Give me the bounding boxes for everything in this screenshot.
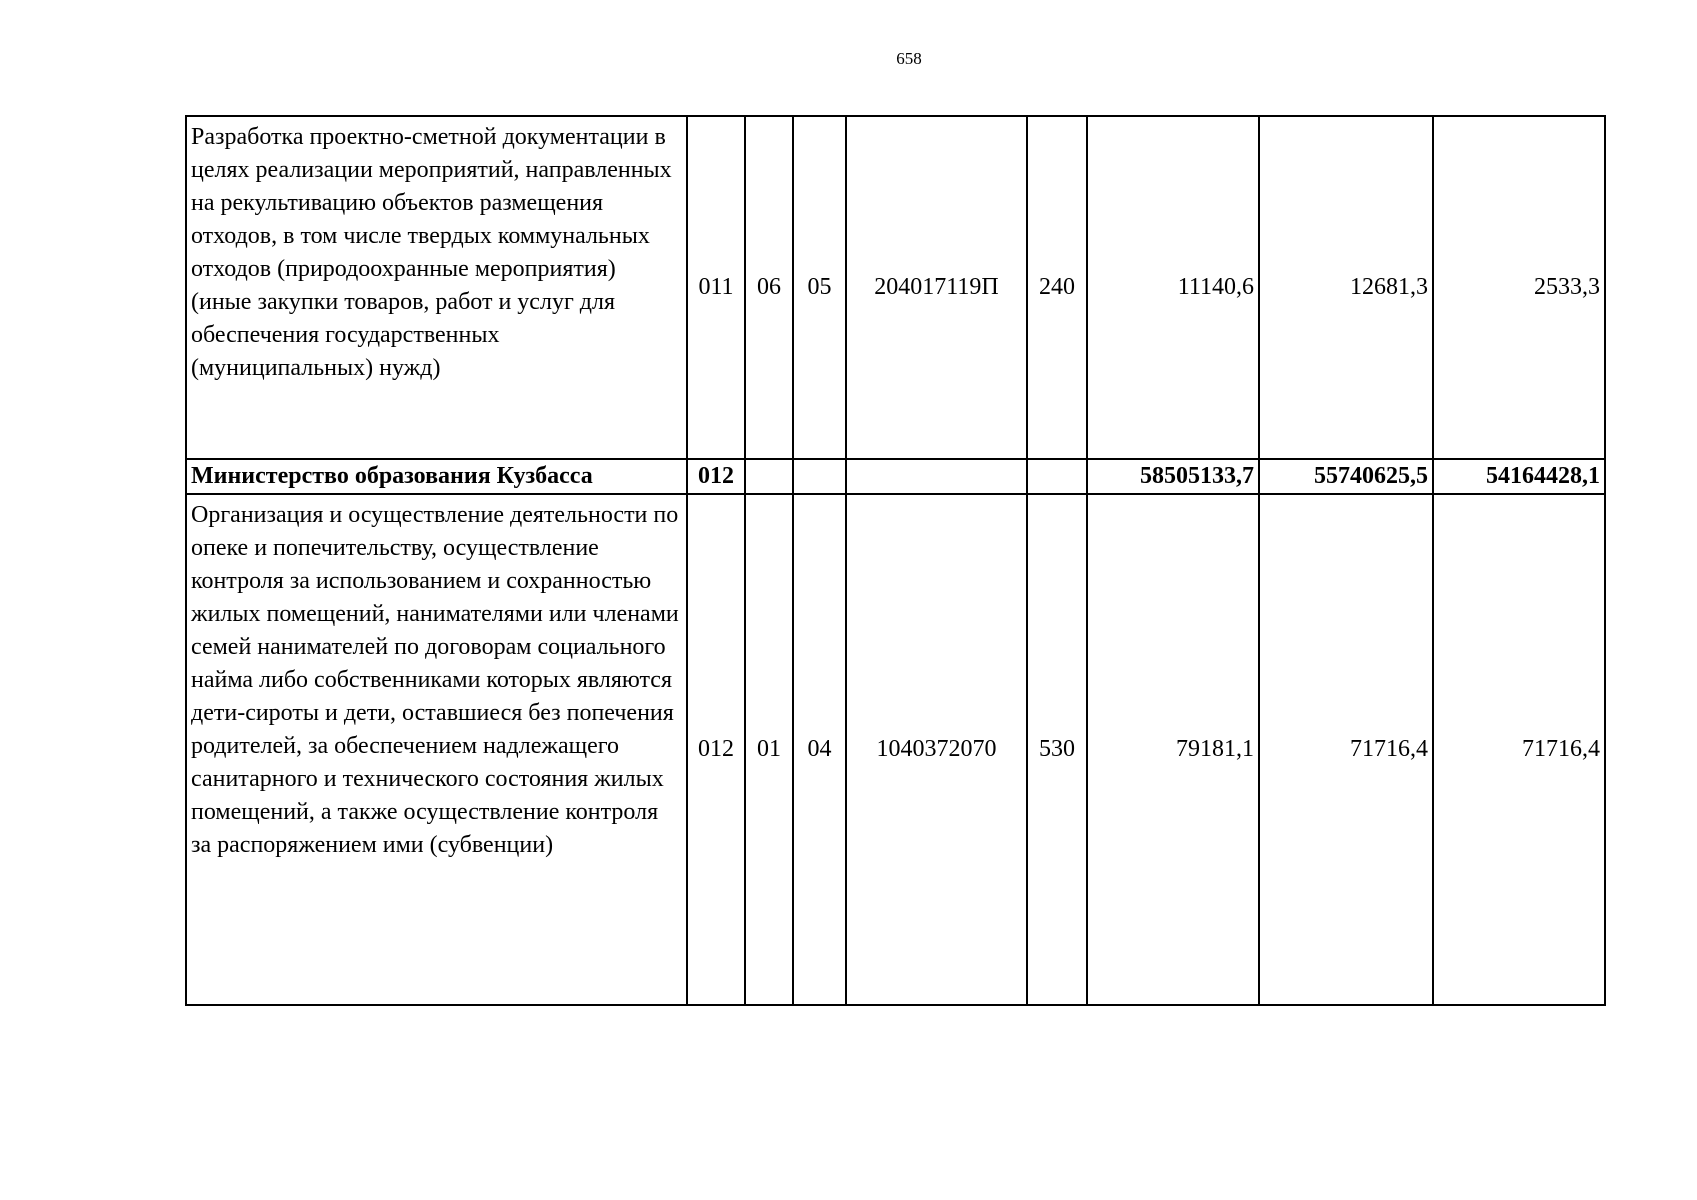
amount-year-2: 71716,4 xyxy=(1259,494,1433,1005)
table-row xyxy=(186,494,1605,1005)
ministry-code: 011 xyxy=(687,116,745,459)
amount-year-3: 71716,4 xyxy=(1433,494,1605,1005)
page-number: 658 xyxy=(896,49,922,68)
amount-year-3: 2533,3 xyxy=(1433,116,1605,459)
subsection-code xyxy=(793,459,846,494)
row-description: Организация и осуществление деятельности по опеке и попечительству, осуществление контроля за использованием и сохранностью жилых помещений, нанимателями или членами семей нанимателей по договорам социального найма либо собственниками которых являются дети-сироты и дети, оставшиеся без попечения родителей, за обеспечением надлежащего санитарного и технического состояния жилых помещений, а также осуществление контроля за распоряжением ими (субвенции) xyxy=(186,494,687,1005)
amount-year-1: 79181,1 xyxy=(1087,494,1259,1005)
amount-year-2: 55740625,5 xyxy=(1259,459,1433,494)
section-code: 01 xyxy=(745,494,793,1005)
table-row xyxy=(186,116,1605,459)
budget-table xyxy=(185,115,1606,1006)
row-description: Министерство образования Кузбасса xyxy=(186,459,687,494)
row-description: Разработка проектно-сметной документации в целях реализации мероприятий, направленных на рекультивацию объектов размещения отходов, в том числе твердых коммунальных отходов (природоохранные мероприятия) (иные закупки товаров, работ и услуг для обеспечения государственных (муниципальных) нужд) xyxy=(186,116,687,459)
section-code xyxy=(745,459,793,494)
subsection-code: 05 xyxy=(793,116,846,459)
ministry-code: 012 xyxy=(687,459,745,494)
target-article-code: 204017119П xyxy=(846,116,1027,459)
target-article-code xyxy=(846,459,1027,494)
section-code: 06 xyxy=(745,116,793,459)
amount-year-1: 58505133,7 xyxy=(1087,459,1259,494)
amount-year-2: 12681,3 xyxy=(1259,116,1433,459)
target-article-code: 1040372070 xyxy=(846,494,1027,1005)
expense-type-code: 240 xyxy=(1027,116,1087,459)
expense-type-code: 530 xyxy=(1027,494,1087,1005)
subsection-code: 04 xyxy=(793,494,846,1005)
expense-type-code xyxy=(1027,459,1087,494)
ministry-code: 012 xyxy=(687,494,745,1005)
amount-year-1: 11140,6 xyxy=(1087,116,1259,459)
table-row-ministry-total xyxy=(186,459,1605,494)
amount-year-3: 54164428,1 xyxy=(1433,459,1605,494)
